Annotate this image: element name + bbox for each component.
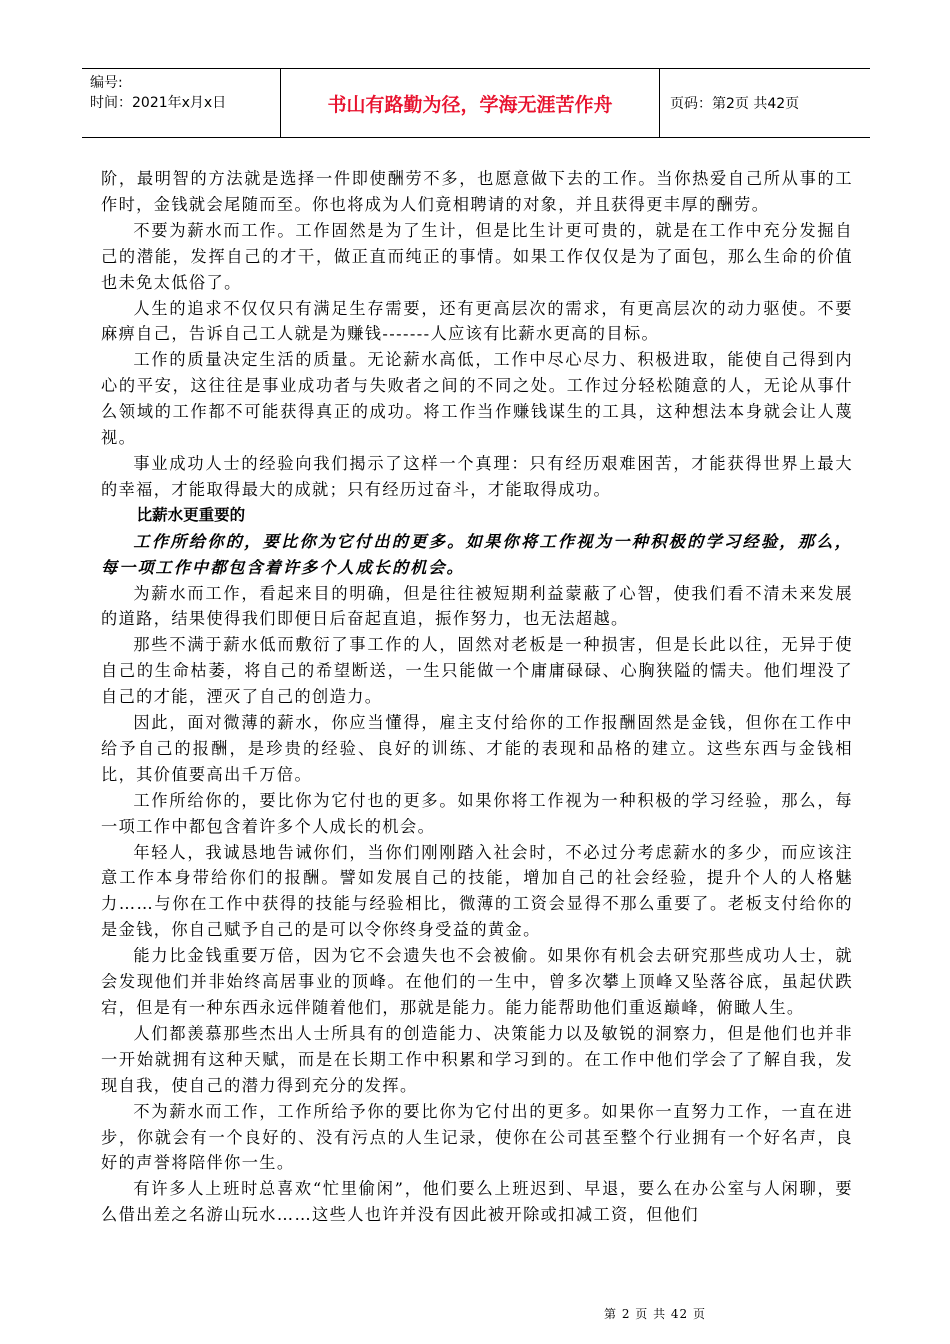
header-meta xyxy=(82,69,281,137)
paragraph: 因此，面对微薄的薪水，你应当懂得，雇主支付给你的工作报酬固然是金钱，但你在工作中给予自己的报酬，是珍贵的经验、良好的训练、才能的表现和品格的建立。这些东西与金钱相比，其价值要高出千万倍。 xyxy=(101,713,853,784)
paragraph: 有许多人上班时总喜欢“忙里偷闲”，他们要么上班迟到、早退，要么在办公室与人闲聊，要么借出差之名游山玩水……这些人也许并没有因此被开除或扣减工资，但他们 xyxy=(101,1179,853,1225)
paragraph: 能力比金钱重要万倍，因为它不会遗失也不会被偷。如果你有机会去研究那些成功人士，就会发现他们并非始终高居事业的顶峰。在他们的一生中，曾多次攀上顶峰又坠落谷底，虽起伏跌宕，但是有一种东西永远伴随着他们，那就是能力。能力能帮助他们重返巅峰，俯瞰人生。 xyxy=(101,946,853,1017)
paragraph: 工作所给你的，要比你为它付也的更多。如果你将工作视为一种积极的学习经验，那么，每一项工作中都包含着许多个人成长的机会。 xyxy=(101,790,853,836)
header-page-info: 页码：第2页 共42页 xyxy=(670,96,800,112)
paragraph: 不要为薪水而工作。工作固然是为了生计，但是比生计更可贵的，就是在工作中充分发掘自己的潜能，发挥自己的才干，做正直而纯正的事情。如果工作仅仅是为了面包，那么生命的价值也未免太低俗了。 xyxy=(101,220,853,292)
quote-paragraph: 工作所给你的，要比你为它付出的更多。如果你将工作视为一种积极的学习经验，那么，每一项工作中都包含着许多个人成长的机会。 xyxy=(101,531,853,577)
number-label: 编号: xyxy=(90,75,123,91)
paragraph: 工作的质量决定生活的质量。无论薪水高低，工作中尽心尽力、积极进取，能使自己得到内心的平安，这往往是事业成功者与失败者之间的不同之处。工作过分轻松随意的人，无论从事什么领域的工作都不可能获得真正的成功。将工作当作赚钱谋生的工具，这种想法本身就会让人蔑视。 xyxy=(101,350,853,448)
paragraph: 那些不满于薪水低而敷衍了事工作的人，固然对老板是一种损害，但是长此以往，无异于使自己的生命枯萎，将自己的希望断送，一生只能做一个庸庸碌碌、心胸狭隘的懦夫。他们埋没了自己的才能，湮灭了自己的创造力。 xyxy=(101,635,853,707)
paragraph: 事业成功人士的经验向我们揭示了这样一个真理：只有经历艰难困苦，才能获得世界上最大的幸福，才能取得最大的成就；只有经历过奋斗，才能取得成功。 xyxy=(101,453,853,499)
page-header xyxy=(82,68,870,138)
paragraph: 不为薪水而工作，工作所给予你的要比你为它付出的更多。如果你一直努力工作，一直在进步，你就会有一个良好的、没有污点的人生记录，使你在公司甚至整个行业拥有一个好名声，良好的声誉将陪伴你一生。 xyxy=(101,1101,853,1173)
paragraph: 人们都羡慕那些杰出人士所具有的创造能力、决策能力以及敏锐的洞察力，但是他们也并非一开始就拥有这种天赋，而是在长期工作中积累和学习到的。在工作中他们学会了了解自我，发现自我，使自己的潜力得到充分的发挥。 xyxy=(101,1023,853,1095)
time-label: 时间：2021年x月x日 xyxy=(90,95,227,111)
paragraph: 阶，最明智的方法就是选择一件即使酬劳不多，也愿意做下去的工作。当你热爱自己所从事的工作时，金钱就会尾随而至。你也将成为人们竟相聘请的对象，并且获得更丰厚的酬劳。 xyxy=(101,169,853,214)
section-heading: 比薪水更重要的 xyxy=(136,505,246,524)
document-body xyxy=(101,166,853,1228)
paragraph: 人生的追求不仅仅只有满足生存需要，还有更高层次的需求，有更高层次的动力驱使。不要麻痹自己，告诉自己工人就是为赚钱-------人应该有比薪水更高的目标。 xyxy=(101,298,853,344)
page-footer: 第 2 页 共 42 页 xyxy=(604,1307,706,1321)
paragraph: 为薪水而工作，看起来目的明确，但是往往被短期利益蒙蔽了心智，使我们看不清未来发展的道路，结果使得我们即便日后奋起直追，振作努力，也无法超越。 xyxy=(101,583,853,629)
header-motto: 书山有路勤为径，学海无涯苦作舟 xyxy=(281,69,660,137)
paragraph: 年轻人，我诚恳地告诫你们，当你们刚刚踏入社会时，不必过分考虑薪水的多少，而应该注意工作本身带给你们的报酬。譬如发展自己的技能，增加自己的社会经验，提升个人的人格魅力……与你在工作中获得的技能与经验相比，微薄的工资会显得不那么重要了。老板支付给你的是金钱，你自己赋予自己的是可以令你终身受益的黄金。 xyxy=(101,842,853,940)
